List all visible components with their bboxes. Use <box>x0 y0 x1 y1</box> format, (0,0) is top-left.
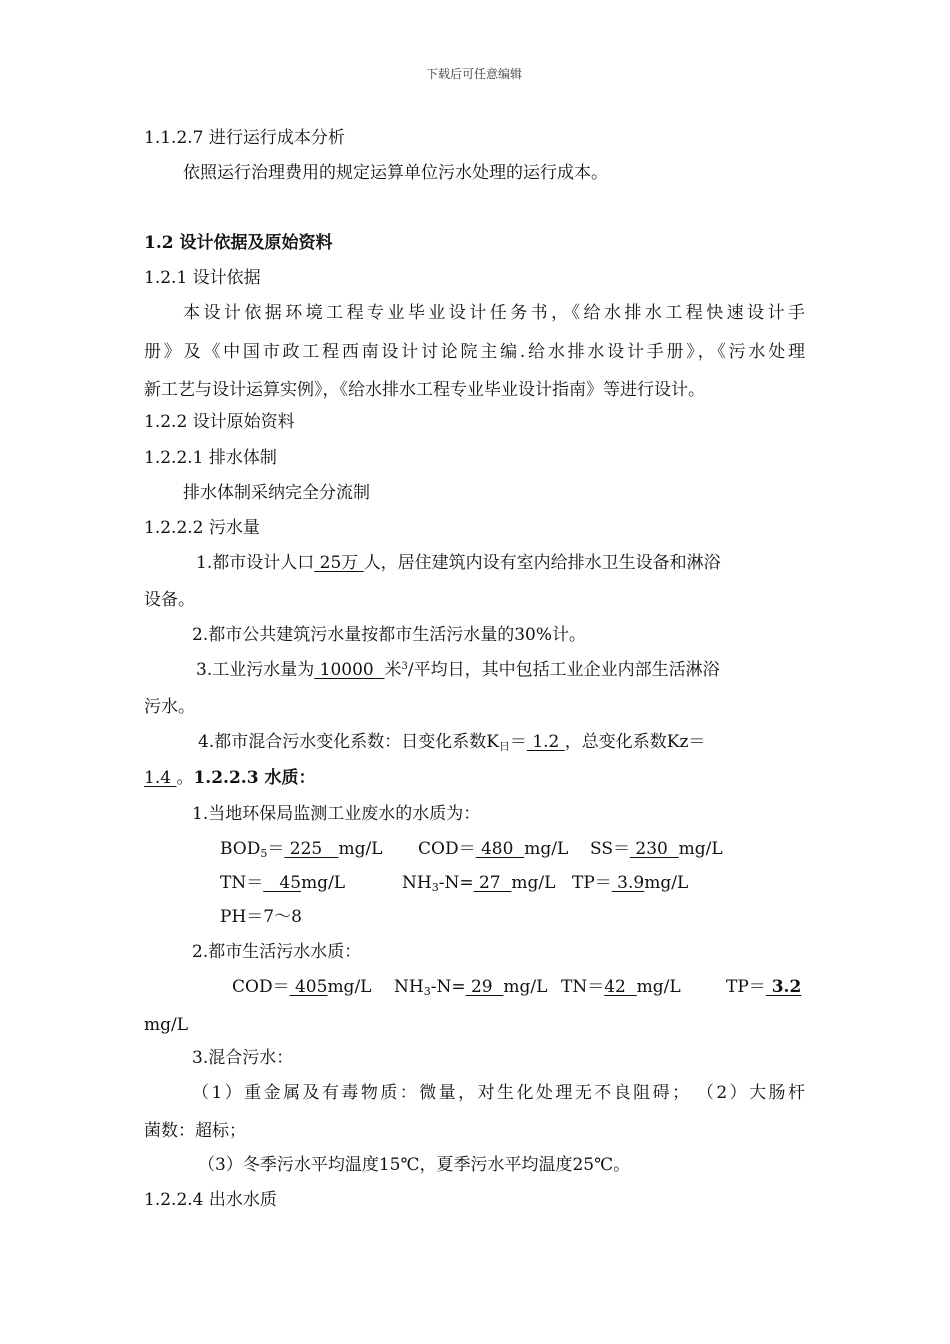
mixed-line-2: 菌数：超标； <box>144 1121 246 1141</box>
total-coefficient-value: 1.4 <box>144 768 177 788</box>
item-variation-cont <box>144 766 315 790</box>
dom-nh-unit: mg/L <box>503 977 548 997</box>
population-value: 25万 <box>314 553 364 573</box>
nh-unit: mg/L <box>511 873 556 893</box>
paragraph-drainage-system: 排水体制采纳完全分流制 <box>183 483 370 503</box>
heading-1-2-2-1: 1.2.2.1 排水体制 <box>144 448 277 468</box>
dom-nh-label: NH <box>394 977 424 997</box>
tn-label: TN＝ <box>220 873 264 893</box>
item-variation-coefficient <box>198 730 705 754</box>
daily-coefficient-value: 1.2 <box>526 732 565 752</box>
heading-1-2-2-3: 1.2.2.3 水质： <box>193 768 316 788</box>
dom-tn-label: TN＝ <box>561 977 605 997</box>
paragraph-basis-line-3: 新工艺与设计运算实例》，《给水排水工程专业毕业设计指南》等进行设计。 <box>144 380 705 400</box>
dom-tn-value: 42 <box>604 977 637 997</box>
industrial-quality-title: 1.当地环保局监测工业废水的水质为： <box>192 804 481 824</box>
heading-1-2: 1.2 设计依据及原始资料 <box>144 233 333 253</box>
item-population-cont: 设备。 <box>144 590 195 610</box>
tn-unit: mg/L <box>301 873 346 893</box>
dom-tp <box>726 975 801 999</box>
item-population-pre: 1.都市设计人口 <box>196 553 315 573</box>
dom-nh-label-rest: -N= <box>430 977 466 997</box>
bod-unit: mg/L <box>338 839 383 859</box>
ind-tn <box>220 871 345 895</box>
paragraph-basis-line-1: 本设计依据环境工程专业毕业设计任务书，《给水排水工程快速设计手 <box>183 303 805 323</box>
tp-unit: mg/L <box>644 873 689 893</box>
item-variation-tail: 。 <box>176 768 194 788</box>
k-subscript: 日 <box>498 740 510 753</box>
domestic-quality-title: 2.都市生活污水水质： <box>192 942 362 962</box>
item-industrial-post: /平均日，其中包括工业企业内部生活淋浴 <box>407 660 720 680</box>
dom-tp-value: 3.2 <box>765 977 802 997</box>
dom-cod-unit: mg/L <box>327 977 372 997</box>
equals-sign: ＝ <box>509 732 527 752</box>
heading-1-2-2-4: 1.2.2.4 出水水质 <box>144 1190 277 1210</box>
cod-label: COD＝ <box>418 839 476 859</box>
ss-label: SS＝ <box>590 839 630 859</box>
dom-cod <box>232 975 371 999</box>
dom-tp-unit: mg/L <box>144 1015 189 1035</box>
item-variation-pre: 4.都市混合污水变化系数：日变化系数K <box>198 732 499 752</box>
ind-ss <box>590 837 723 861</box>
tn-value: 45 <box>263 873 302 893</box>
tp-label: TP＝ <box>572 873 612 893</box>
page-header: 下载后可任意编辑 <box>426 67 523 81</box>
item-industrial-pre: 3.工业污水量为 <box>196 660 315 680</box>
dom-nh-subscript: 3 <box>423 985 431 998</box>
bod-subscript: 5 <box>260 847 268 860</box>
item-population-post: 人，居住建筑内设有室内给排水卫生设备和淋浴 <box>363 553 721 573</box>
ss-value: 230 <box>630 839 679 859</box>
unit-superscript: 3 <box>401 661 408 672</box>
cod-unit: mg/L <box>524 839 569 859</box>
paragraph-cost: 依照运行治理费用的规定运算单位污水处理的运行成本。 <box>183 163 608 183</box>
ind-cod <box>418 837 568 861</box>
heading-1-2-2: 1.2.2 设计原始资料 <box>144 412 295 432</box>
item-industrial-cont: 污水。 <box>144 697 195 717</box>
heading-1-2-2-2: 1.2.2.2 污水量 <box>144 518 260 538</box>
bod-label: BOD <box>220 839 261 859</box>
item-population <box>196 551 721 575</box>
ind-tp <box>572 871 688 895</box>
ind-ph: PH＝7～8 <box>220 907 302 927</box>
nh-label: NH <box>402 873 432 893</box>
ss-unit: mg/L <box>678 839 723 859</box>
dom-cod-label: COD＝ <box>232 977 290 997</box>
mixed-quality-title: 3.混合污水： <box>192 1048 294 1068</box>
dom-cod-value: 405 <box>289 977 328 997</box>
ind-nh3n <box>402 871 555 895</box>
dom-tp-label: TP＝ <box>726 977 766 997</box>
heading-1-2-1: 1.2.1 设计依据 <box>144 268 261 288</box>
bod-value: 225 <box>284 839 339 859</box>
heading-1-1-2-7: 1.1.2.7 进行运行成本分析 <box>144 128 345 148</box>
item-variation-mid: ，总变化系数Kz＝ <box>564 732 706 752</box>
bod-equals: ＝ <box>267 839 285 859</box>
cod-value: 480 <box>475 839 525 859</box>
dom-tn <box>561 975 681 999</box>
dom-tn-unit: mg/L <box>636 977 681 997</box>
nh-subscript: 3 <box>431 881 439 894</box>
item-public-sewage: 2.都市公共建筑污水量按都市生活污水量的30%计。 <box>192 625 587 645</box>
mixed-line-3: （3）冬季污水平均温度15℃，夏季污水平均温度25℃。 <box>198 1155 631 1175</box>
paragraph-basis-line-2: 册》及《中国市政工程西南设计讨论院主编.给水排水设计手册》，《污水处理 <box>144 342 805 362</box>
industrial-flow-value: 10000 <box>314 660 385 680</box>
nh-label-rest: -N= <box>438 873 474 893</box>
dom-nh-value: 29 <box>465 977 504 997</box>
ind-bod <box>220 837 382 861</box>
nh-value: 27 <box>473 873 512 893</box>
industrial-unit: 米 <box>384 660 402 680</box>
tp-value: 3.9 <box>611 873 645 893</box>
item-industrial-sewage <box>196 658 720 682</box>
mixed-line-1: （1）重金属及有毒物质：微量，对生化处理无不良阻碍； （2）大肠杆 <box>192 1083 805 1103</box>
dom-nh3n <box>394 975 547 999</box>
